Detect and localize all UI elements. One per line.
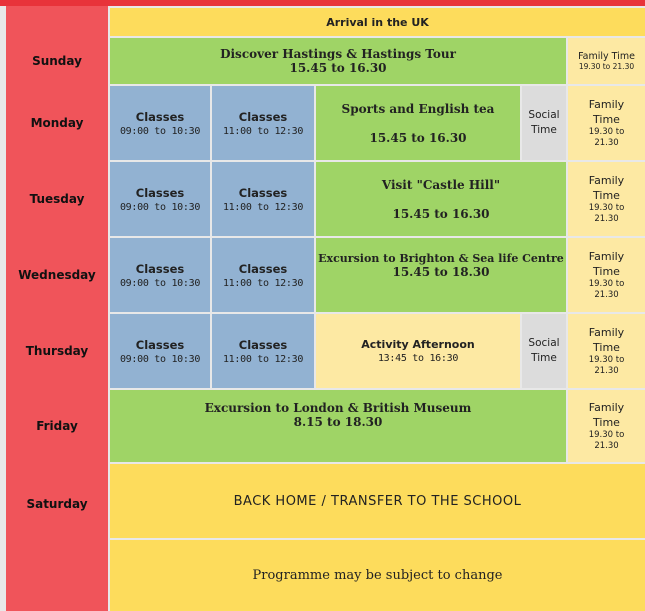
family-label-line1: Family [588, 98, 625, 111]
family-hours-line2: 21.30 [594, 366, 619, 376]
day-label-tuesday: Tuesday [29, 192, 85, 206]
tuesday-activity-time: 15.45 to 16.30 [392, 206, 490, 221]
friday-family-time [568, 390, 645, 462]
classes-time: 09:00 to 10:30 [119, 277, 201, 289]
thursday-classes-late-morning [212, 314, 314, 388]
family-label-line2: Time [593, 189, 620, 202]
monday-family-time [568, 86, 645, 160]
family-hours-line1: 19.30 to [588, 279, 625, 289]
classes-title: Classes [238, 337, 288, 352]
family-hours-line1: 19.30 to [588, 203, 625, 213]
classes-time: 09:00 to 10:30 [119, 353, 201, 365]
day-label-sunday: Sunday [32, 54, 82, 68]
day-label-thursday: Thursday [25, 344, 89, 358]
family-label-line2: Time [593, 416, 620, 429]
family-label-line1: Family [588, 326, 625, 339]
day-label-friday: Friday [36, 419, 78, 433]
thursday-activity [316, 314, 520, 388]
classes-title: Classes [135, 109, 185, 124]
footer-note-box [110, 540, 645, 611]
thursday-classes-morning [110, 314, 210, 388]
family-hours-line1: 19.30 to [588, 430, 625, 440]
day-label-monday: Monday [30, 116, 84, 130]
thursday-family-time [568, 314, 645, 388]
family-hours-line2: 21.30 [594, 138, 619, 148]
friday-activity-time: 8.15 to 18.30 [293, 415, 383, 429]
wednesday-activity-title: Excursion to Brighton & Sea life Centre [318, 252, 564, 265]
monday-social-time [522, 86, 566, 160]
footer-note: Programme may be subject to change [252, 568, 503, 583]
sunday-family-title: Family Time [578, 51, 635, 62]
family-hours-line1: 19.30 to [588, 355, 625, 365]
classes-time: 09:00 to 10:30 [119, 125, 201, 137]
family-hours-line2: 21.30 [594, 214, 619, 224]
wednesday-classes-morning [110, 238, 210, 312]
monday-activity [316, 86, 520, 160]
wednesday-activity [316, 238, 566, 312]
family-label-line2: Time [593, 341, 620, 354]
classes-time: 11:00 to 12:30 [222, 353, 304, 365]
sunday-activity [110, 38, 566, 84]
sunday-family-hours: 19.30 to 21.30 [578, 62, 635, 71]
arrival-text: Arrival in the UK [326, 15, 429, 29]
classes-title: Classes [135, 337, 185, 352]
family-label-line1: Family [588, 250, 625, 263]
tuesday-activity-title: Visit "Castle Hill" [381, 177, 501, 192]
sunday-activity-time: 15.45 to 16.30 [289, 61, 387, 75]
monday-activity-time: 15.45 to 16.30 [369, 130, 467, 145]
tuesday-activity [316, 162, 566, 236]
classes-title: Classes [238, 109, 288, 124]
family-hours-line2: 21.30 [594, 290, 619, 300]
tuesday-family-time [568, 162, 645, 236]
thursday-social-time [522, 314, 566, 388]
family-label-line2: Time [593, 113, 620, 126]
social-label-line1: Social [528, 109, 560, 121]
family-label-line1: Family [588, 401, 625, 414]
classes-time: 11:00 to 12:30 [222, 125, 304, 137]
classes-time: 11:00 to 12:30 [222, 277, 304, 289]
wednesday-activity-time: 15.45 to 18.30 [392, 265, 490, 279]
classes-title: Classes [238, 261, 288, 276]
sunday-activity-title: Discover Hastings & Hastings Tour [220, 47, 456, 61]
tuesday-classes-morning [110, 162, 210, 236]
classes-title: Classes [135, 185, 185, 200]
thursday-activity-time: 13:45 to 16:30 [377, 353, 459, 364]
friday-activity-title: Excursion to London & British Museum [204, 401, 472, 415]
arrival-banner [110, 8, 645, 36]
day-label-saturday: Saturday [26, 497, 88, 511]
social-label-line2: Time [531, 124, 557, 136]
classes-time: 09:00 to 10:30 [119, 201, 201, 213]
classes-time: 11:00 to 12:30 [222, 201, 304, 213]
saturday-text: BACK HOME / TRANSFER TO THE SCHOOL [233, 493, 522, 509]
family-label-line2: Time [593, 265, 620, 278]
wednesday-classes-late-morning [212, 238, 314, 312]
social-label-line2: Time [531, 352, 557, 364]
sunday-family-time [568, 38, 645, 84]
family-label-line1: Family [588, 174, 625, 187]
classes-title: Classes [135, 261, 185, 276]
social-label-line1: Social [528, 337, 560, 349]
friday-activity [110, 390, 566, 462]
wednesday-family-time [568, 238, 645, 312]
monday-activity-title: Sports and English tea [341, 101, 495, 116]
monday-classes-late-morning [212, 86, 314, 160]
thursday-activity-title: Activity Afternoon [361, 338, 475, 351]
family-hours-line1: 19.30 to [588, 127, 625, 137]
family-hours-line2: 21.30 [594, 441, 619, 451]
classes-title: Classes [238, 185, 288, 200]
day-label-wednesday: Wednesday [18, 268, 96, 282]
monday-classes-morning [110, 86, 210, 160]
tuesday-classes-late-morning [212, 162, 314, 236]
saturday-banner [110, 464, 645, 538]
